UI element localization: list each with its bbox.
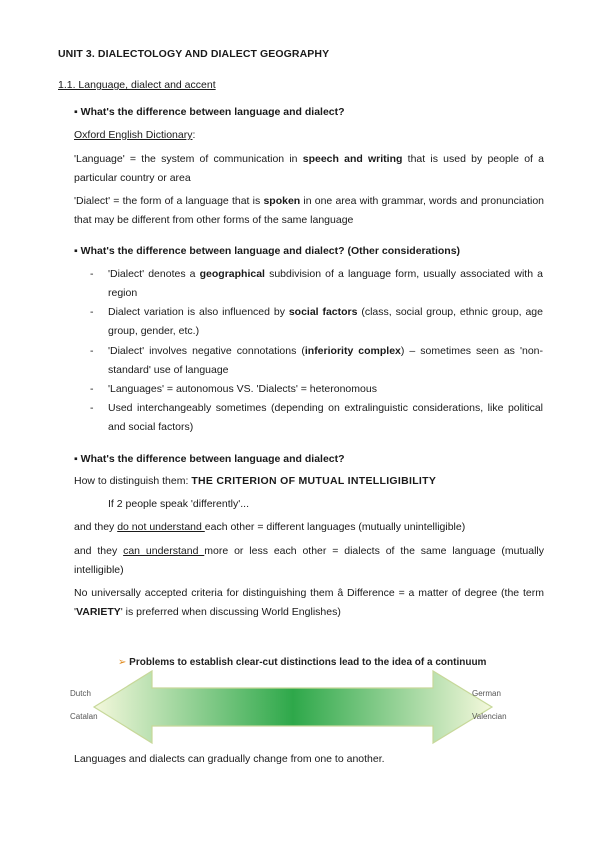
dash-marker: - <box>90 268 94 280</box>
source-colon: : <box>192 129 196 141</box>
intelligible-line <box>74 542 544 580</box>
label-dutch: Dutch <box>70 689 91 698</box>
question-heading-1 <box>74 106 345 118</box>
label-german: German <box>472 689 501 698</box>
label-catalan: Catalan <box>70 712 98 721</box>
line-text: more or less each other = dialects of the same language (mutually <box>204 545 544 557</box>
label-valencian: Valencian <box>472 712 507 721</box>
question-heading-2 <box>74 245 460 257</box>
line-text: ' is preferred when discussing World Englishes) <box>120 606 341 618</box>
item-text: age group, gender, etc.) <box>108 306 543 337</box>
list-item <box>90 380 543 399</box>
dash-marker: - <box>90 345 94 357</box>
variety-term: VARIETY <box>76 606 121 618</box>
underlined-phrase: can understand <box>123 545 205 557</box>
list-item <box>90 342 543 380</box>
question-text: What's the difference between language and dialect? (Other considerations) <box>80 245 461 257</box>
item-text: ) – sometimes seen as <box>400 345 515 357</box>
item-text: Used interchangeably sometimes (depending on extralinguistic considerations, like <box>108 402 504 414</box>
double-arrow-shape <box>94 671 492 743</box>
list-item <box>90 265 543 303</box>
line-text: How to distinguish them: <box>74 475 192 487</box>
item-text: 'non-standard' use of language <box>108 345 543 376</box>
underlined-phrase: do not understand <box>117 521 205 533</box>
def-text: that is used by people of a <box>402 153 544 165</box>
dictionary-source <box>74 126 195 145</box>
dash-marker: - <box>90 306 94 318</box>
list-item <box>90 303 543 341</box>
item-text: (class, social group, ethnic group, <box>357 306 522 318</box>
line-text: No universally accepted criteria for distinguishing them â Difference = a matter of degree (the <box>74 587 520 599</box>
unit-title: UNIT 3. DIALECTOLOGY AND DIALECT GEOGRAPHY <box>58 48 330 60</box>
line-text: and they <box>74 545 124 557</box>
section-heading: 1.1. Language, dialect and accent <box>58 79 216 91</box>
bullet-icon: ▪ <box>74 453 78 465</box>
figure-title <box>118 657 486 668</box>
def-text: in one area with grammar, words and <box>300 195 478 207</box>
dash-marker: - <box>90 383 94 395</box>
line-text: and they <box>74 521 118 533</box>
no-criteria-paragraph <box>74 584 544 622</box>
arrow-marker-icon: ➢ <box>118 657 127 668</box>
if-line: If 2 people speak 'differently'... <box>108 498 249 510</box>
item-emphasis: geographical <box>199 268 265 280</box>
item-text: political and social factors) <box>108 402 543 433</box>
language-definition <box>74 150 544 188</box>
item-text: with a region <box>108 268 543 299</box>
line-text: term ' <box>74 587 544 618</box>
dash-marker: - <box>90 402 94 414</box>
line-text: intelligible) <box>74 564 124 576</box>
source-name: Oxford English Dictionary <box>74 129 193 141</box>
bullet-icon: ▪ <box>74 245 78 257</box>
def-text: 'Dialect' = the form of a language that is <box>74 195 264 207</box>
question-heading-3 <box>74 453 345 465</box>
criterion-label: THE CRITERION OF MUTUAL INTELLIGIBILITY <box>191 475 437 487</box>
def-text: pronunciation that may be different from other forms of the same language <box>74 195 544 226</box>
item-text: Dialect variation is also influenced by <box>108 306 289 318</box>
item-text: 'Dialect' involves negative connotations ( <box>108 345 305 357</box>
question-text: What's the difference between language and dialect? <box>80 453 345 465</box>
def-emphasis: spoken <box>263 195 301 207</box>
def-text: particular country or area <box>74 172 191 184</box>
item-text: subdivision of a language form, usually associated <box>264 268 511 280</box>
def-emphasis: speech and writing <box>302 153 403 165</box>
how-to-distinguish <box>74 472 436 491</box>
item-emphasis: inferiority complex <box>304 345 401 357</box>
bullet-icon: ▪ <box>74 106 78 118</box>
unintelligible-line <box>74 518 465 537</box>
def-text: 'Language' = the system of communication in <box>74 153 303 165</box>
item-text: 'Languages' = autonomous VS. 'Dialects' = heteronomous <box>108 383 377 395</box>
question-text: What's the difference between language and dialect? <box>80 106 345 118</box>
item-text: 'Dialect' denotes a <box>108 268 200 280</box>
item-emphasis: social factors <box>288 306 358 318</box>
dialect-definition <box>74 192 544 230</box>
line-text: each other = different languages (mutually unintelligible) <box>204 521 466 533</box>
continuum-arrow-figure <box>0 668 600 748</box>
list-item <box>90 399 543 437</box>
figure-title-text: Problems to establish clear-cut distinctions lead to the idea of a continuum <box>129 657 487 668</box>
closing-sentence: Languages and dialects can gradually change from one to another. <box>74 753 385 765</box>
